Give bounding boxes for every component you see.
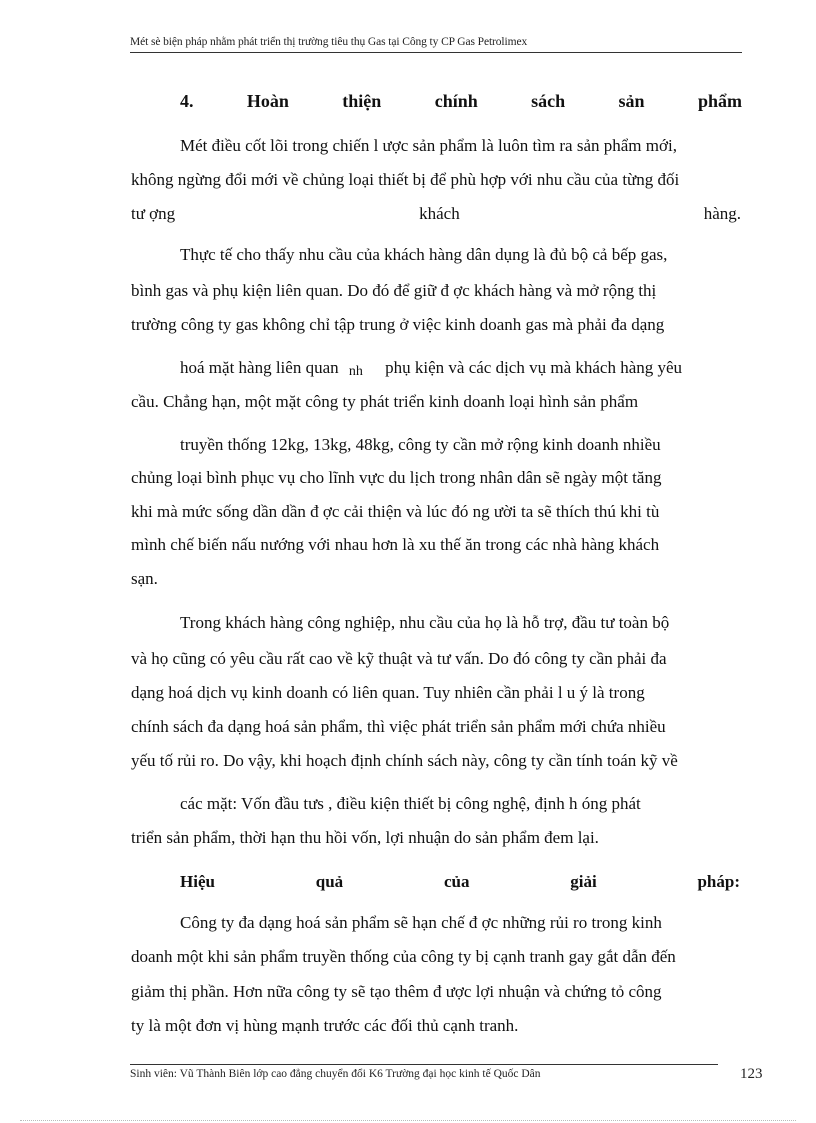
- paragraph-line: không ngừng đổi mới về chủng loại thiết bị để phù hợp với nhu cầu của từng đối: [131, 170, 680, 189]
- paragraph-line: Trong khách hàng công nghiệp, nhu cầu của họ là hỗ trợ, đầu tư toàn bộ: [180, 613, 670, 632]
- heading-word: quả: [315, 872, 344, 891]
- paragraph-line: yếu tố rủi ro. Do vậy, khi hoạch định chính sách này, công ty cần tính toán kỹ về: [131, 751, 678, 770]
- heading-word: 4.: [180, 91, 194, 111]
- paragraph-line: Mét điều cốt lõi trong chiến l ược sản phẩm là luôn tìm ra sản phẩm mới,: [180, 136, 677, 155]
- paragraph-line: trường công ty gas không chỉ tập trung ở việc kinh doanh gas mà phải đa dạng: [131, 315, 665, 334]
- heading-word: chính: [434, 91, 478, 111]
- paragraph-line: giảm thị phần. Hơn nữa công ty sẽ tạo thêm đ ược lợi nhuận và chứng tỏ công: [131, 982, 662, 1001]
- word: khách: [419, 204, 460, 223]
- paragraph-line: các mặt: Vốn đầu tưs , điều kiện thiết bị công nghệ, định h óng phát: [180, 794, 641, 813]
- paragraph-line: triển sản phẩm, thời hạn thu hồi vốn, lợi nhuận do sản phẩm đem lại.: [131, 828, 599, 847]
- word: hàng.: [703, 204, 741, 223]
- heading-word: Hiệu: [180, 872, 215, 891]
- running-footer: Sinh viên: Vũ Thành Biên lớp cao đẳng chuyển đổi K6 Trường đại học kinh tế Quốc Dân: [130, 1068, 541, 1080]
- paragraph-line: Thực tế cho thấy nhu cầu của khách hàng dân dụng là đủ bộ cả bếp gas,: [180, 245, 668, 264]
- paragraph-line: doanh một khi sản phẩm truyền thống của công ty bị cạnh tranh gay gắt dẫn đến: [131, 947, 676, 966]
- paragraph-line: chủng loại bình phục vụ cho lĩnh vực du lịch trong nhân dân sẽ ngày một tăng: [131, 468, 662, 487]
- text-fragment: phụ kiện và các dịch vụ mà khách hàng yêu: [385, 358, 683, 377]
- heading-word: Hoàn: [246, 91, 289, 111]
- heading-word: phẩm: [697, 91, 742, 111]
- paragraph-line: cầu. Chẳng hạn, một mặt công ty phát triển kinh doanh loại hình sản phẩm: [131, 392, 639, 411]
- paragraph-line: mình chế biến nấu nướng với nhau hơn là xu thế ăn trong các nhà hàng khách: [131, 535, 660, 554]
- heading-word: của: [443, 872, 470, 891]
- effect-heading: [180, 871, 740, 893]
- heading-word: thiện: [342, 91, 382, 111]
- footer-rule: [130, 1064, 718, 1065]
- paragraph-line: Công ty đa dạng hoá sản phẩm sẽ hạn chế đ ợc những rủi ro trong kinh: [180, 913, 662, 932]
- paragraph-line: và họ cũng có yêu cầu rất cao về kỹ thuật và tư vấn. Do đó công ty cần phải đa: [131, 649, 667, 668]
- heading-word: pháp:: [697, 872, 740, 891]
- heading-word: sản: [618, 91, 645, 111]
- section-heading: [180, 90, 742, 112]
- heading-word: sách: [531, 91, 566, 111]
- page-number: 123: [740, 1066, 763, 1082]
- paragraph-line: sạn.: [131, 569, 158, 588]
- text-fragment: nh: [348, 364, 363, 379]
- text-fragment: hoá mặt hàng liên quan: [180, 358, 339, 377]
- paragraph-line: bình gas và phụ kiện liên quan. Do đó để giữ đ ợc khách hàng và mở rộng thị: [131, 281, 657, 300]
- paragraph-line: ty là một đơn vị hùng mạnh trước các đối thủ cạnh tranh.: [131, 1016, 519, 1035]
- paragraph-line: truyền thống 12kg, 13kg, 48kg, công ty cần mở rộng kinh doanh nhiều: [180, 435, 661, 454]
- paragraph-line: [131, 203, 741, 225]
- running-header: Mét sè biện pháp nhằm phát triển thị trường tiêu thụ Gas tại Công ty CP Gas Petrolimex: [130, 36, 742, 53]
- word: tư ợng: [131, 204, 176, 223]
- heading-word: giải: [570, 872, 597, 891]
- paragraph-line: dạng hoá dịch vụ kinh doanh có liên quan. Tuy nhiên cần phải l u ý là trong: [131, 683, 645, 702]
- paragraph-line: khi mà mức sống dần dần đ ợc cải thiện và lúc đó ng ười ta sẽ thích thú khi tù: [131, 502, 660, 521]
- page-edge-divider: [20, 1120, 796, 1121]
- paragraph-line: [180, 357, 682, 381]
- paragraph-line: chính sách đa dạng hoá sản phẩm, thì việc phát triển sản phẩm mới chứa nhiều: [131, 717, 666, 736]
